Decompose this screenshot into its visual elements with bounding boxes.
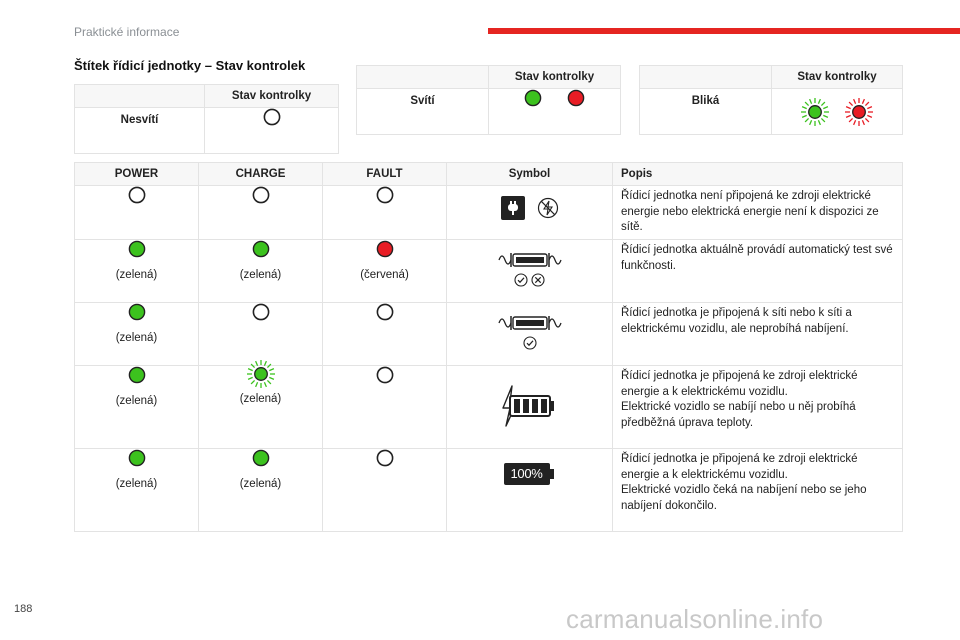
charge-cell — [199, 240, 323, 303]
fault-led-off-indicator — [376, 366, 394, 387]
power-led-green-indicator — [128, 303, 146, 324]
fault-led-off-indicator — [376, 303, 394, 324]
legend-column-header: Stav kontrolky — [205, 85, 339, 108]
fault-led-off-indicator — [376, 186, 394, 207]
table-row — [75, 449, 903, 532]
power-color-label: (zelená) — [115, 478, 158, 490]
row-description: Řídicí jednotka je připojená ke zdroji elektrické energie a k elektrickému vozidlu. Elektrické vozidlo se nabíjí nebo u něj probíhá předběžná úprava teploty. — [621, 370, 858, 429]
cross-circle-icon — [531, 273, 545, 290]
check-circle-icon — [523, 336, 537, 353]
description-cell — [613, 240, 903, 303]
power-cell — [75, 186, 199, 240]
charge-cell — [199, 449, 323, 532]
legend-row-label: Bliká — [640, 89, 772, 135]
legend-column-header: Stav kontrolky — [772, 66, 903, 89]
table-row — [75, 240, 903, 303]
charge-cell — [199, 186, 323, 240]
column-header-symbol: Symbol — [447, 163, 613, 186]
fault-led-red-indicator — [376, 240, 394, 261]
row-description: Řídicí jednotka je připojená k síti nebo k síti a elektrickému vozidlu, ale neprobíhá nabíjení. — [621, 307, 852, 335]
fault-color-label: (červená) — [360, 269, 409, 281]
charge-led-green-blink-indicator — [246, 359, 276, 392]
power-color-label: (zelená) — [115, 332, 158, 344]
table-row — [75, 303, 903, 366]
row-description: Řídicí jednotka je připojená ke zdroji elektrické energie a k elektrickému vozidlu. Elektrické vozidlo čeká na nabíjení nebo se jeho nabíjení dokončilo. — [621, 453, 867, 512]
legend-indicator-cell — [489, 89, 621, 135]
charge-color-label: (zelená) — [239, 478, 282, 490]
charge-led-off-indicator — [252, 186, 270, 207]
column-header-power: POWER — [75, 163, 199, 186]
led-red-indicator — [567, 89, 585, 110]
battery-charging-icon — [500, 384, 560, 431]
power-cell — [75, 449, 199, 532]
fault-led-off-indicator — [376, 449, 394, 470]
battery-full-icon — [504, 463, 556, 485]
legend-column-header: Stav kontrolky — [489, 66, 621, 89]
power-cell — [75, 303, 199, 366]
charging-cable-icon — [498, 250, 562, 273]
symbol-cell — [447, 303, 613, 366]
no-power-icon — [537, 197, 559, 222]
symbol-cell — [447, 240, 613, 303]
description-cell — [613, 186, 903, 240]
charge-cell — [199, 366, 323, 449]
power-cell — [75, 240, 199, 303]
charge-color-label: (zelená) — [239, 393, 282, 405]
charging-cable-icon — [498, 313, 562, 336]
legend-row-label: Nesvítí — [75, 108, 205, 154]
symbol-cell — [447, 366, 613, 449]
charge-led-off-indicator — [252, 303, 270, 324]
legend-empty-header — [640, 66, 772, 89]
legend-table-off — [74, 84, 339, 154]
legend-indicator-cell — [772, 89, 903, 135]
watermark: carmanualsonline.info — [566, 604, 824, 634]
power-cell — [75, 366, 199, 449]
description-cell — [613, 449, 903, 532]
plug-icon — [501, 196, 525, 223]
page-heading: Štítek řídicí jednotky – Stav kontrolek — [74, 58, 306, 73]
fault-cell — [323, 449, 447, 532]
power-color-label: (zelená) — [115, 269, 158, 281]
header-accent-bar — [488, 28, 960, 34]
power-led-green-indicator — [128, 240, 146, 261]
check-circle-icon — [514, 273, 528, 290]
description-cell — [613, 366, 903, 449]
symbol-cell — [447, 186, 613, 240]
charge-cell — [199, 303, 323, 366]
led-off-indicator — [263, 108, 281, 129]
column-header-description: Popis — [613, 163, 903, 186]
led-red-blinking-indicator — [844, 97, 874, 130]
legend-empty-header — [357, 66, 489, 89]
row-description: Řídicí jednotka není připojená ke zdroji elektrické energie nebo elektrická energie není k dispozici ze sítě. — [621, 190, 879, 233]
table-row — [75, 366, 903, 449]
legend-table-blink — [639, 65, 903, 135]
description-cell — [613, 303, 903, 366]
column-header-charge: CHARGE — [199, 163, 323, 186]
legend-row-label: Svítí — [357, 89, 489, 135]
legend-table-on — [356, 65, 621, 135]
fault-cell — [323, 240, 447, 303]
led-green-blinking-indicator — [800, 97, 830, 130]
status-table — [74, 162, 903, 532]
charge-led-green-indicator — [252, 240, 270, 261]
power-led-off-indicator — [128, 186, 146, 207]
power-led-green-indicator — [128, 366, 146, 387]
row-description: Řídicí jednotka aktuálně provádí automatický test své funkčnosti. — [621, 244, 893, 272]
fault-cell — [323, 303, 447, 366]
table-row — [75, 186, 903, 240]
charge-led-green-indicator — [252, 449, 270, 470]
power-led-green-indicator — [128, 449, 146, 470]
column-header-fault: FAULT — [323, 163, 447, 186]
fault-cell — [323, 366, 447, 449]
section-title: Praktické informace — [74, 25, 180, 39]
legend-indicator-cell — [205, 108, 339, 154]
fault-cell — [323, 186, 447, 240]
charge-color-label: (zelená) — [239, 269, 282, 281]
symbol-cell — [447, 449, 613, 532]
legend-empty-header — [75, 85, 205, 108]
power-color-label: (zelená) — [115, 395, 158, 407]
battery-level-text: 100% — [510, 466, 543, 481]
led-green-indicator — [524, 89, 542, 110]
page-number: 188 — [14, 603, 33, 615]
